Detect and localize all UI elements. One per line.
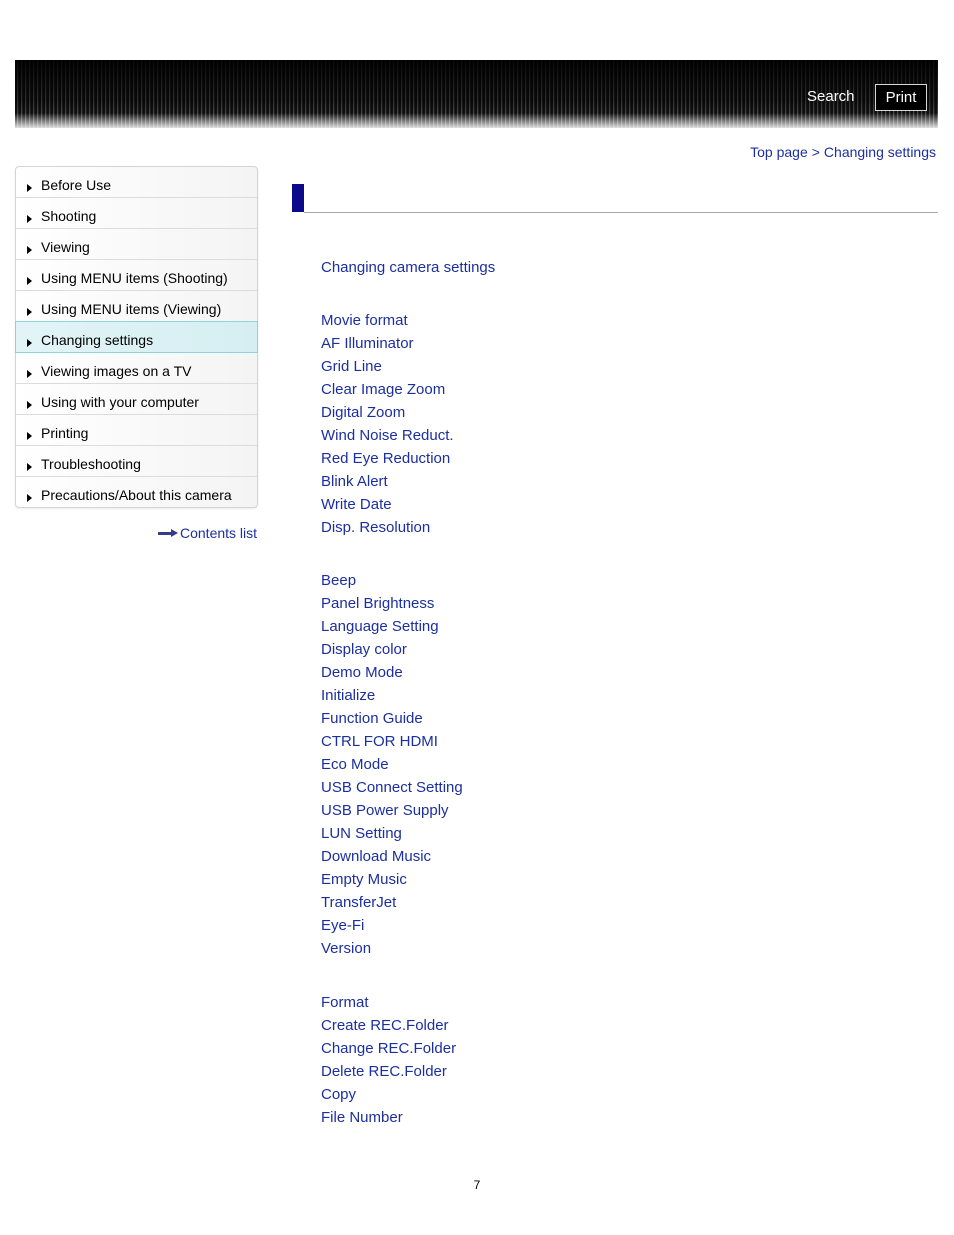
link-clear-image-zoom[interactable]: Clear Image Zoom (321, 381, 446, 398)
sidebar-item-label: Using with your computer (41, 394, 199, 410)
link-ctrl-for-hdmi[interactable]: CTRL FOR HDMI (321, 733, 438, 750)
link-disp-resolution[interactable]: Disp. Resolution (321, 519, 431, 536)
breadcrumb-top-page-link[interactable]: Top page (750, 144, 808, 160)
link-changing-camera-settings[interactable]: Changing camera settings (321, 259, 496, 276)
sidebar-item-label: Viewing (41, 239, 90, 255)
link-change-rec-folder[interactable]: Change REC.Folder (321, 1040, 457, 1057)
contents-list-label: Contents list (180, 525, 258, 541)
sidebar-item-label: Troubleshooting (41, 456, 141, 472)
sidebar-nav (15, 166, 258, 508)
breadcrumb-current-link[interactable]: Changing settings (823, 144, 936, 160)
link-delete-rec-folder[interactable]: Delete REC.Folder (321, 1063, 447, 1080)
link-blink-alert[interactable]: Blink Alert (321, 473, 388, 490)
chevron-right-icon (27, 184, 32, 192)
sidebar-item-printing[interactable] (16, 415, 257, 446)
chevron-right-icon (27, 339, 32, 347)
link-movie-format[interactable]: Movie format (321, 312, 408, 329)
sidebar-item-label: Before Use (41, 177, 112, 193)
link-copy[interactable]: Copy (321, 1086, 357, 1103)
link-red-eye-reduction[interactable]: Red Eye Reduction (321, 450, 451, 467)
link-lun-setting[interactable]: LUN Setting (321, 825, 402, 842)
chevron-right-icon (27, 370, 32, 378)
link-initialize[interactable]: Initialize (321, 687, 376, 704)
link-grid-line[interactable]: Grid Line (321, 358, 382, 375)
link-display-color[interactable]: Display color (321, 641, 407, 658)
link-wind-noise-reduct[interactable]: Wind Noise Reduct. (321, 427, 454, 444)
sidebar-item-shooting[interactable] (16, 198, 257, 229)
link-empty-music[interactable]: Empty Music (321, 871, 407, 888)
link-panel-brightness[interactable]: Panel Brightness (321, 595, 435, 612)
sidebar-item-label: Printing (41, 425, 89, 441)
breadcrumb-separator: > (811, 144, 820, 160)
sidebar-item-before-use[interactable] (16, 167, 257, 198)
link-version[interactable]: Version (321, 940, 372, 957)
page-number: 7 (473, 1178, 481, 1192)
sidebar-item-label: Using MENU items (Viewing) (41, 301, 222, 317)
sidebar-item-viewing-on-tv[interactable] (16, 353, 257, 384)
link-create-rec-folder[interactable]: Create REC.Folder (321, 1017, 449, 1034)
sidebar-item-troubleshooting[interactable] (16, 446, 257, 477)
breadcrumb (750, 144, 936, 160)
link-language-setting[interactable]: Language Setting (321, 618, 439, 635)
link-usb-connect-setting[interactable]: USB Connect Setting (321, 779, 463, 796)
chevron-right-icon (27, 277, 32, 285)
chevron-right-icon (27, 215, 32, 223)
chevron-right-icon (27, 401, 32, 409)
sidebar-item-label: Changing settings (41, 332, 154, 348)
link-demo-mode[interactable]: Demo Mode (321, 664, 403, 681)
print-button[interactable]: Print (875, 84, 927, 111)
chevron-right-icon (27, 432, 32, 440)
link-af-illuminator[interactable]: AF Illuminator (321, 335, 414, 352)
link-format[interactable]: Format (321, 994, 369, 1011)
link-digital-zoom[interactable]: Digital Zoom (321, 404, 406, 421)
link-write-date[interactable]: Write Date (321, 496, 392, 513)
sidebar-item-menu-viewing[interactable] (16, 291, 257, 322)
title-divider (304, 212, 938, 213)
sidebar-item-label: Viewing images on a TV (41, 363, 192, 379)
link-download-music[interactable]: Download Music (321, 848, 432, 865)
sidebar-item-changing-settings[interactable] (15, 321, 258, 353)
chevron-right-icon (27, 463, 32, 471)
chevron-right-icon (27, 494, 32, 502)
chevron-right-icon (27, 246, 32, 254)
sidebar-item-precautions[interactable] (16, 477, 257, 507)
sidebar-item-menu-shooting[interactable] (16, 260, 257, 291)
arrow-right-icon (158, 530, 178, 538)
link-eye-fi[interactable]: Eye-Fi (321, 917, 365, 934)
link-transferjet[interactable]: TransferJet (321, 894, 397, 911)
link-file-number[interactable]: File Number (321, 1109, 403, 1126)
sidebar-item-label: Precautions/About this camera (41, 487, 232, 503)
sidebar-item-label: Using MENU items (Shooting) (41, 270, 228, 286)
search-link[interactable]: Search (807, 88, 855, 105)
contents-list-link[interactable] (158, 525, 257, 541)
sidebar-item-label: Shooting (41, 208, 97, 224)
link-eco-mode[interactable]: Eco Mode (321, 756, 389, 773)
title-marker (292, 184, 304, 212)
sidebar-item-using-computer[interactable] (16, 384, 257, 415)
chevron-right-icon (27, 308, 32, 316)
link-usb-power-supply[interactable]: USB Power Supply (321, 802, 449, 819)
header-bar (15, 60, 938, 128)
link-beep[interactable]: Beep (321, 572, 357, 589)
sidebar-item-viewing[interactable] (16, 229, 257, 260)
link-function-guide[interactable]: Function Guide (321, 710, 423, 727)
